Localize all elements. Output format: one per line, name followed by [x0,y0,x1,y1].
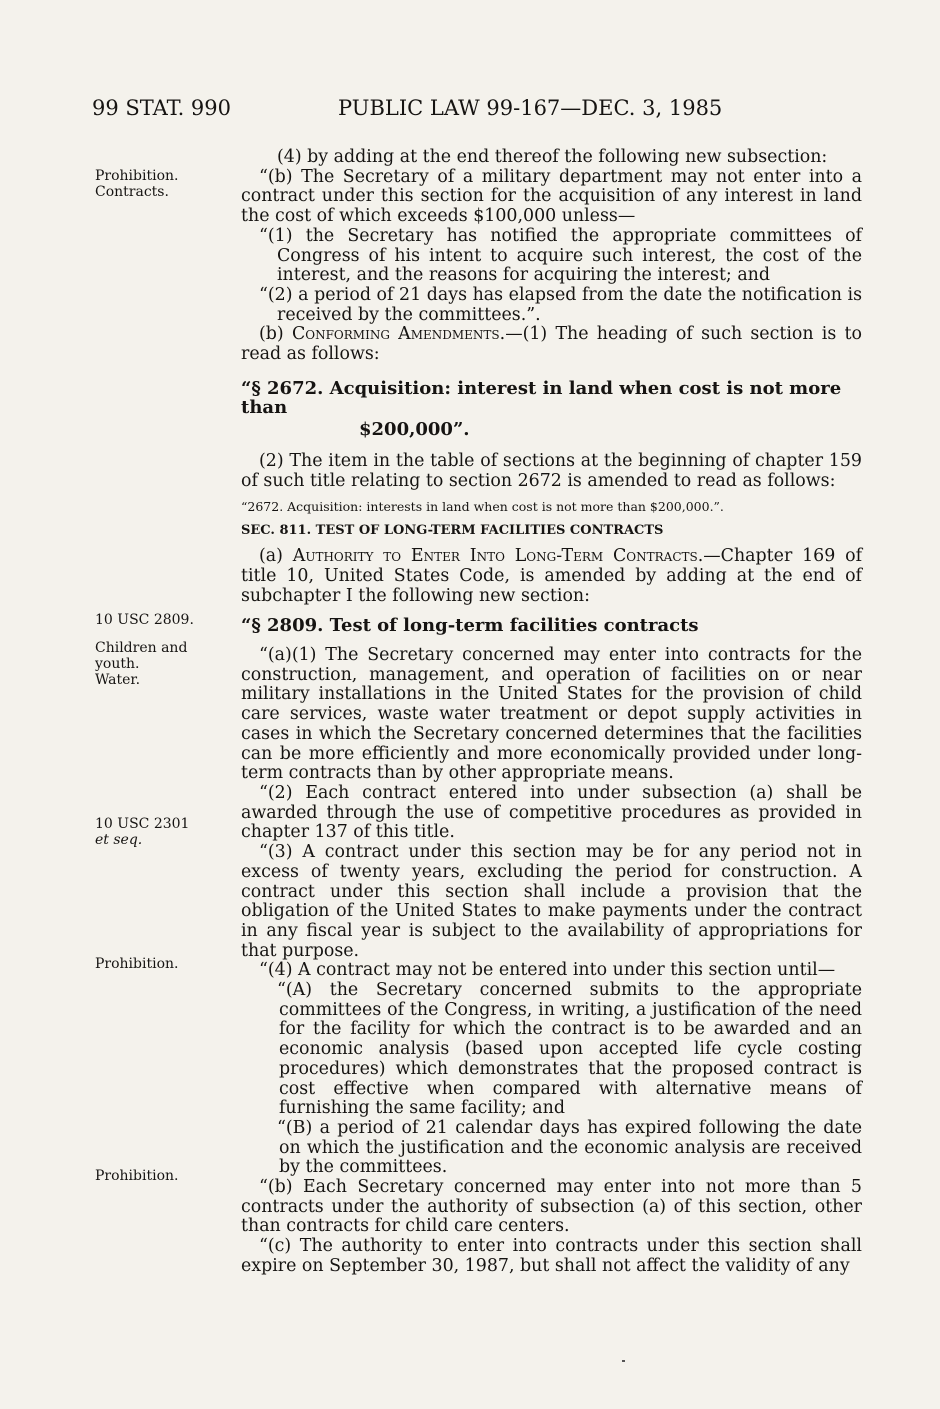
paragraph: “(b) Each Secretary concerned may enter into not more than 5 contracts under the authority of subsection (a) of this section, other than contracts for child care centers. [241,1177,862,1237]
paragraph [279,981,862,1119]
paragraph [279,1119,862,1178]
paragraph: “(3) A contract under this section may be for any period not in excess of twenty years, excluding the period for construction. A contract under this section shall include a provision that the obligation of the United States to make payments under the contract in any fiscal year is subject to the availability of appropriations for that purpose. [241,842,862,961]
header-stat-page: 99 STAT. 990 [92,96,232,120]
paragraph: “(c) The authority to enter into contracts under this section shall expire on September 30, 1987, but shall not affect the validity of any [241,1236,862,1276]
paragraph [241,325,862,364]
margin-note-prohibition-contracts [95,168,225,200]
paragraph: “(a)(1) The Secretary concerned may enter into contracts for the construction, management, and operation of facilities on or near military installations in the United States for the provision of child care services, waste water treatment or depot supply activities in cases in which the Secretary concerned determines that the facilities can be more efficiently and more economically provided under long-term contracts than by other appropriate means. [241,645,862,784]
paragraph-lead: (a) [259,546,293,567]
margin-note-usc-2301 [95,816,225,848]
margin-note-usc-2809: 10 USC 2809. [95,612,194,628]
paragraph: “(2) a period of 21 days has elapsed from the date the notification is received by the committees.”. [259,284,862,325]
paragraph-small-caps: Authority to Enter Into Long-Term Contracts. [292,546,704,567]
margin-note-line: Contracts. [95,184,169,200]
margin-note-children-water [95,640,225,688]
section-heading-2809: “§ 2809. Test of long-term facilities contracts [241,615,699,637]
paragraph: “(1) the Secretary has notified the appropriate committees of Congress of his intent to acquire such interest, the cost of the interest, and the reasons for acquiring the interest; and [259,225,862,286]
margin-note-line: Children and [95,640,188,656]
paragraph-rest: —(1) The heading of such section is to read as follows: [241,324,862,365]
paragraph-rest: —Chapter 169 of title 10, United States Code, is amended by adding at the end of subchapter I the following new section: [241,546,863,606]
paragraph: (4) by adding at the end thereof the following new subsection: [277,147,828,167]
paragraph: “(2) Each contract entered into under subsection (a) shall be awarded through the use of competitive procedures as provided in chapter 137 of this title. [241,782,862,843]
margin-note-line: Prohibition. [95,168,179,184]
header-title: PUBLIC LAW 99-167—DEC. 3, 1985 [338,96,723,120]
paragraph-small-caps: Conforming Amendments. [291,324,506,345]
paragraph [241,547,862,606]
body-text [241,148,862,1277]
paragraph-text: “(A) the Secretary concerned submits to the appropriate committees of the Congress, in writing, a justification of the need for the facility for which the contract is to be awarded and an economic analysis (based upon accepted life cycle costing procedures) which demonstrates that the proposed contract is cost effective when compared with alternative means of furnishing the same facility; and [277,980,862,1119]
margin-note-prohibition: Prohibition. [95,1168,179,1184]
section-811-heading: SEC. 811. TEST OF LONG-TERM FACILITIES CONTRACTS [241,523,664,539]
paragraph-text: “(B) a period of 21 calendar days has expired following the date on which the justification and the economic analysis are received by the committees. [277,1117,862,1178]
paragraph: (2) The item in the table of sections at the beginning of chapter 159 of such title relating to section 2672 is amended to read as follows: [241,450,862,491]
section-heading-2672-cont: $200,000”. [359,419,470,441]
margin-note-line: Water. [95,672,141,688]
paragraph: “(4) A contract may not be entered into under this section until— [259,960,836,981]
margin-note-prohibition: Prohibition. [95,956,179,972]
paragraph: “(b) The Secretary of a military department may not enter into a contract under this section for the acquisition of any interest in land the cost of which exceeds $100,000 unless— [241,166,862,227]
margin-note-line: 10 USC 2301 [95,816,190,832]
margin-note-line: youth. [95,656,140,672]
speck [622,1360,625,1362]
table-item-2672: “2672. Acquisition: interests in land when cost is not more than $200,000.”. [241,499,724,515]
section-heading-2672: “§ 2672. Acquisition: interest in land when cost is not more than [241,377,842,419]
paragraph-lead: (b) [259,324,292,345]
margin-note-line: et seq. [95,832,143,848]
